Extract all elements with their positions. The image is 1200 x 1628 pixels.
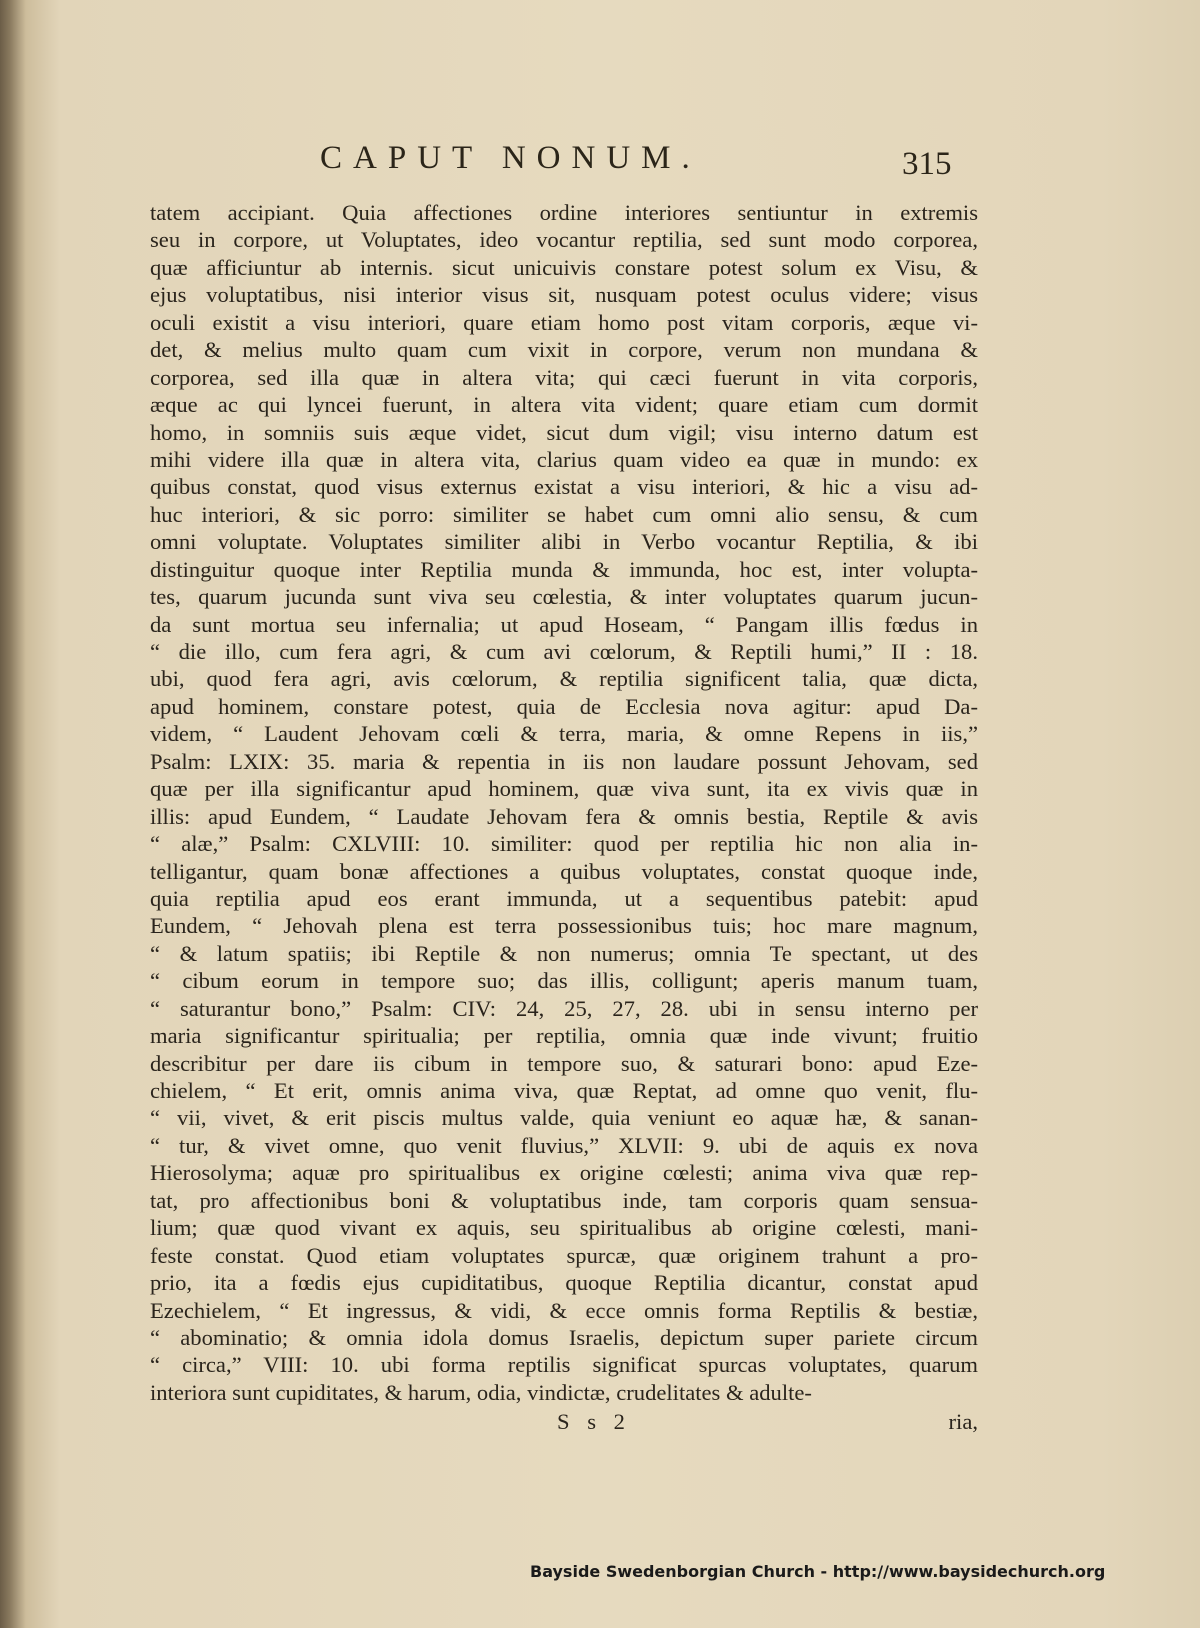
- text-line: feste constat. Quod etiam voluptates spurcæ, quæ originem trahunt a pro-: [150, 1242, 978, 1268]
- text-line: chielem, “ Et erit, omnis anima viva, quæ Reptat, ad omne quo venit, flu-: [150, 1078, 978, 1103]
- text-line: “ & latum spatiis; ibi Reptile & non numerus; omnia Te spectant, ut des: [150, 940, 978, 966]
- text-line: corporea, sed illa quæ in altera vita; qui cæci fuerunt in vita corporis,: [150, 364, 978, 390]
- text-line: distinguitur quoque inter Reptilia munda & immunda, hoc est, inter volupta-: [150, 556, 978, 582]
- running-title: CAPUT NONUM.: [320, 140, 701, 176]
- text-line: oculi existit a visu interiori, quare etiam homo post vitam corporis, æque vi-: [150, 309, 978, 335]
- text-line: homo, in somniis suis æque videt, sicut dum vigil; visu interno datum est: [150, 419, 978, 445]
- text-line: æque ac qui lyncei fuerunt, in altera vita vident; quare etiam cum dormit: [150, 392, 978, 418]
- text-line: “ abominatio; & omnia idola domus Israelis, depictum super pariete circum: [150, 1324, 978, 1350]
- page-number: 315: [902, 146, 952, 182]
- text-line: Ezechielem, “ Et ingressus, & vidi, & ecce omnis forma Reptilis & bestiæ,: [150, 1297, 978, 1323]
- text-line: videm, “ Laudent Jehovam cœli & terra, maria, & omne Repens in iis,”: [150, 721, 978, 747]
- text-line: “ cibum eorum in tempore suo; das illis, colligunt; aperis manum tuam,: [150, 968, 978, 994]
- text-line: quia reptilia apud eos erant immunda, ut a sequentibus patebit: apud: [150, 885, 978, 911]
- text-line: mihi videre illa quæ in altera vita, clarius quam video ea quæ in mundo: ex: [150, 446, 978, 472]
- page-header: [0, 140, 1200, 190]
- text-line: seu in corpore, ut Voluptates, ideo vocantur reptilia, sed sunt modo corporea,: [150, 227, 978, 253]
- text-line: ejus voluptatibus, nisi interior visus sit, nusquam potest oculus videre; visus: [150, 282, 978, 308]
- page-footer: [150, 1409, 978, 1439]
- text-line: maria significantur spiritualia; per reptilia, omnia quæ inde vivunt; fruitio: [150, 1023, 978, 1049]
- text-line: describitur per dare iis cibum in tempore suo, & saturari bono: apud Eze-: [150, 1050, 978, 1076]
- text-line: lium; quæ quod vivant ex aquis, seu spiritualibus ab origine cœlesti, mani-: [150, 1215, 978, 1241]
- text-line: det, & melius multo quam cum vixit in corpore, verum non mundana &: [150, 337, 978, 363]
- text-line: Eundem, “ Jehovah plena est terra possessionibus tuis; hoc mare magnum,: [150, 913, 978, 939]
- text-line: interiora sunt cupiditates, & harum, odia, vindictæ, crudelitates & adulte-: [150, 1379, 812, 1405]
- text-line: ubi, quod fera agri, avis cœlorum, & reptilia significent talia, quæ dicta,: [150, 666, 978, 692]
- catchword: ria,: [948, 1409, 978, 1434]
- text-line: telligantur, quam bonæ affectiones a quibus voluptates, constat quoque inde,: [150, 858, 978, 884]
- text-line: omni voluptate. Voluptates similiter alibi in Verbo vocantur Reptilia, & ibi: [150, 529, 978, 555]
- text-line: apud hominem, constare potest, quia de Ecclesia nova agitur: apud Da-: [150, 693, 978, 719]
- text-line: quæ afficiuntur ab internis. sicut unicuivis constare potest solum ex Visu, &: [150, 254, 978, 280]
- text-line: huc interiori, & sic porro: similiter se habet cum omni alio sensu, & cum: [150, 501, 978, 527]
- text-line: illis: apud Eundem, “ Laudate Jehovam fera & omnis bestia, Reptile & avis: [150, 803, 978, 829]
- text-line: “ tur, & vivet omne, quo venit fluvius,” XLVII: 9. ubi de aquis ex nova: [150, 1132, 978, 1158]
- text-line: tes, quarum jucunda sunt viva seu cœlestia, & inter voluptates quarum jucun-: [150, 584, 978, 610]
- text-line: “ alæ,” Psalm: CXLVIII: 10. similiter: quod per reptilia hic non alia in-: [150, 831, 978, 857]
- text-line: “ vii, vivet, & erit piscis multus valde, quia veniunt eo aquæ hæ, & sanan-: [150, 1105, 978, 1131]
- text-line: Hierosolyma; aquæ pro spiritualibus ex origine cœlesti; anima viva quæ rep-: [150, 1160, 978, 1186]
- text-line: “ die illo, cum fera agri, & cum avi cœlorum, & Reptili humi,” II : 18.: [150, 639, 978, 664]
- text-line: da sunt mortua seu infernalia; ut apud Hoseam, “ Pangam illis fœdus in: [150, 611, 978, 637]
- text-line: quibus constat, quod visus externus existat a visu interiori, & hic a visu ad-: [150, 474, 978, 500]
- watermark: Bayside Swedenborgian Church - http://www.baysidechurch.org: [530, 1562, 1106, 1581]
- text-line: Psalm: LXIX: 35. maria & repentia in iis non laudare possunt Jehovam, sed: [150, 748, 978, 774]
- text-line: “ circa,” VIII: 10. ubi forma reptilis significat spurcas voluptates, quarum: [150, 1352, 978, 1378]
- text-line: tatem accipiant. Quia affectiones ordine interiores sentiuntur in extremis: [150, 200, 978, 225]
- body-text: [150, 199, 978, 1406]
- signature-mark: S s 2: [557, 1409, 631, 1434]
- text-line: prio, ita a fœdis ejus cupiditatibus, quoque Reptilia dicantur, constat apud: [150, 1270, 978, 1296]
- text-line: tat, pro affectionibus boni & voluptatibus inde, tam corporis quam sensua-: [150, 1187, 978, 1213]
- text-line: “ saturantur bono,” Psalm: CIV: 24, 25, 27, 28. ubi in sensu interno per: [150, 995, 978, 1021]
- text-line: quæ per illa significantur apud hominem, quæ viva sunt, ita ex vivis quæ in: [150, 776, 978, 802]
